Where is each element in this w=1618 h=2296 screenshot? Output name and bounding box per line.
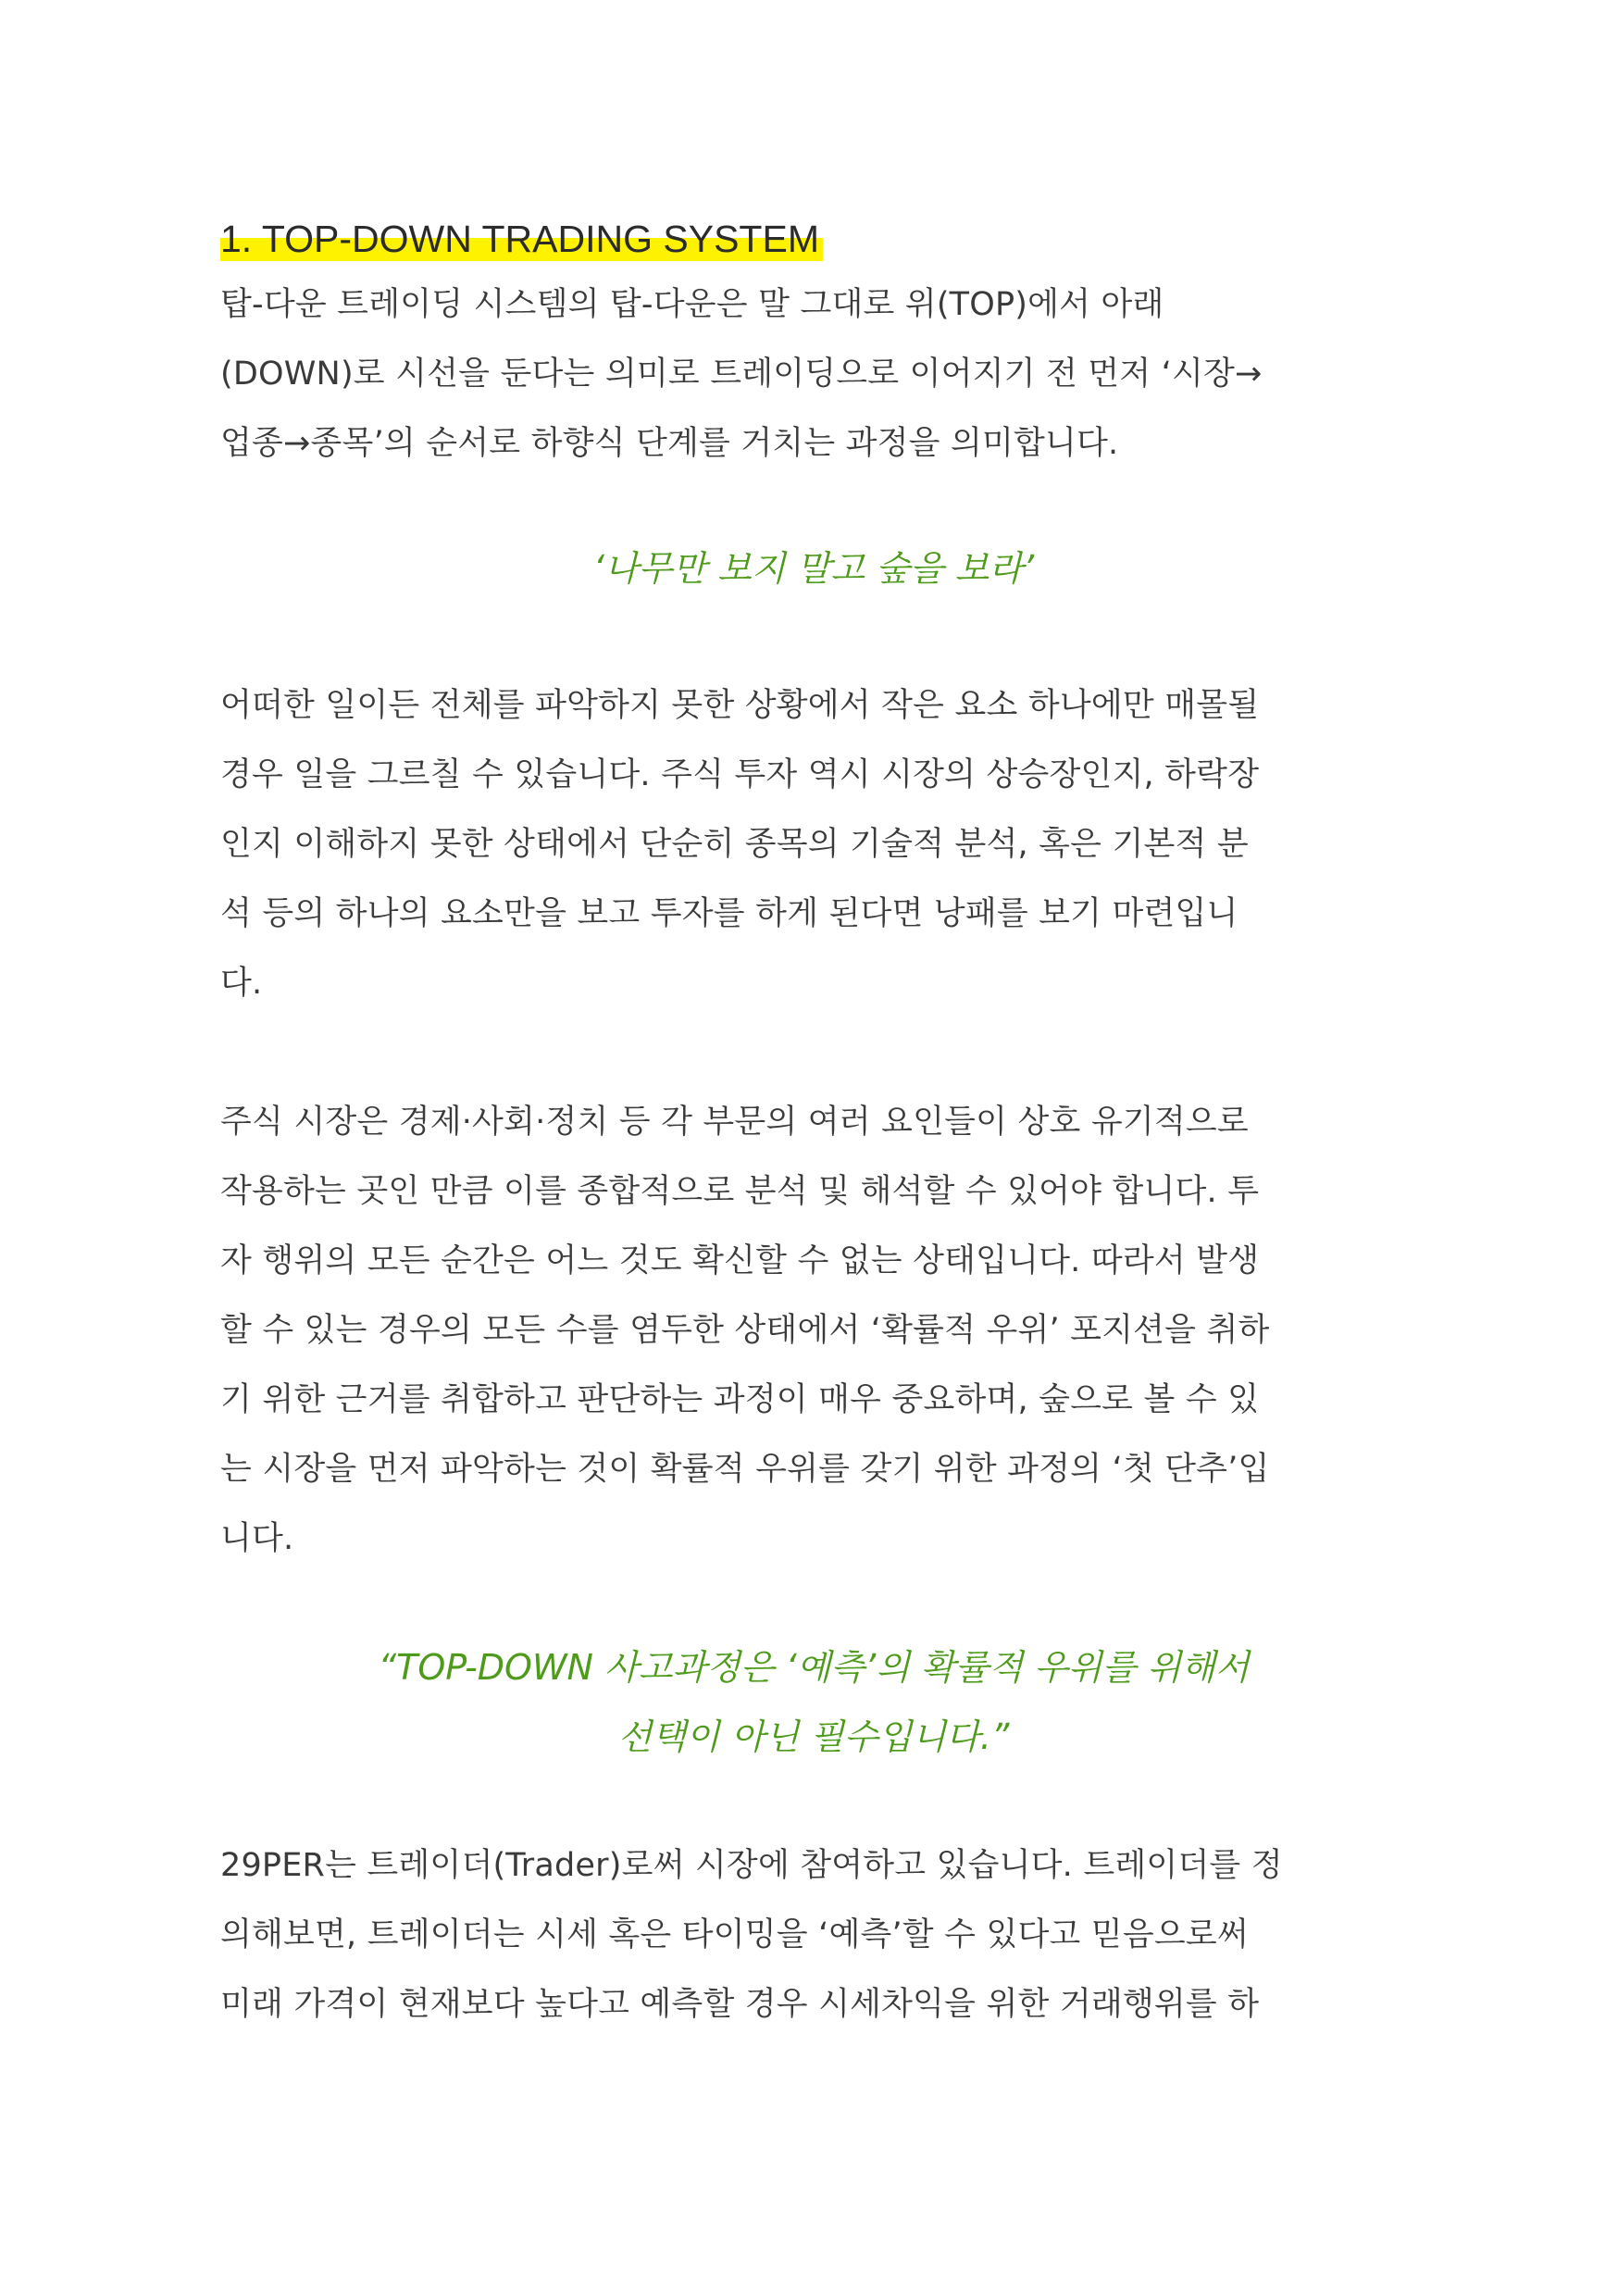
text-line: 업종→종목’의 순서로 하향식 단계를 거치는 과정을 의미합니다. (220, 425, 1119, 462)
text-line: 작용하는 곳인 만큼 이를 종합적으로 분석 및 해석할 수 있어야 합니다. 투 (220, 1173, 1260, 1210)
intro-paragraph (220, 270, 1407, 479)
text-line: 는 시장을 먼저 파악하는 것이 확률적 우위를 갖기 위한 과정의 ‘첫 단추’입 (220, 1451, 1270, 1488)
document-page (220, 215, 1407, 2040)
text-line: 의해보면, 트레이더는 시세 혹은 타이밍을 ‘예측’할 수 있다고 믿음으로써 (220, 1916, 1249, 1953)
quote-line: “TOP-DOWN 사고과정은 ‘예측’의 확률적 우위를 위해서 (378, 1647, 1250, 1688)
paragraph-trader (220, 1831, 1407, 2040)
text-line: 29PER는 트레이더(Trader)로써 시장에 참여하고 있습니다. 트레이더를 정 (220, 1847, 1283, 1884)
text-line: 인지 이해하지 못한 상태에서 단순히 종목의 기술적 분석, 혹은 기본적 분 (220, 826, 1249, 863)
quote-line: 선택이 아닌 필수입니다.” (617, 1716, 1010, 1757)
text-line: 니다. (220, 1520, 294, 1557)
paragraph-market-analysis (220, 1088, 1407, 1574)
text-line: 자 행위의 모든 순간은 어느 것도 확신할 수 없는 상태입니다. 따라서 발생 (220, 1242, 1260, 1279)
text-line: (DOWN)로 시선을 둔다는 의미로 트레이딩으로 이어지기 전 먼저 ‘시장→ (220, 356, 1263, 393)
text-line: 탑-다운 트레이딩 시스템의 탑-다운은 말 그대로 위(TOP)에서 아래 (220, 286, 1164, 323)
section-heading: 1. TOP-DOWN TRADING SYSTEM (220, 215, 823, 263)
text-line: 미래 가격이 현재보다 높다고 예측할 경우 시세차익을 위한 거래행위를 하 (220, 1986, 1260, 2023)
pull-quote-top-down (220, 1633, 1407, 1772)
text-line: 경우 일을 그르칠 수 있습니다. 주식 투자 역시 시장의 상승장인지, 하락장 (220, 756, 1260, 793)
paragraph-whole-picture (220, 671, 1407, 1018)
text-line: 어떠한 일이든 전체를 파악하지 못한 상황에서 작은 요소 하나에만 매몰될 (220, 687, 1260, 724)
pull-quote-forest: ‘나무만 보지 말고 숲을 보라’ (592, 548, 1035, 589)
text-line: 기 위한 근거를 취합하고 판단하는 과정이 매우 중요하며, 숲으로 볼 수 있 (220, 1381, 1260, 1418)
text-line: 할 수 있는 경우의 모든 수를 염두한 상태에서 ‘확률적 우위’ 포지션을 취하 (220, 1312, 1270, 1349)
text-line: 석 등의 하나의 요소만을 보고 투자를 하게 된다면 낭패를 보기 마련입니 (220, 895, 1238, 932)
text-line: 주식 시장은 경제·사회·정치 등 각 부문의 여러 요인들이 상호 유기적으로 (220, 1104, 1249, 1141)
text-line: 다. (220, 965, 263, 1002)
